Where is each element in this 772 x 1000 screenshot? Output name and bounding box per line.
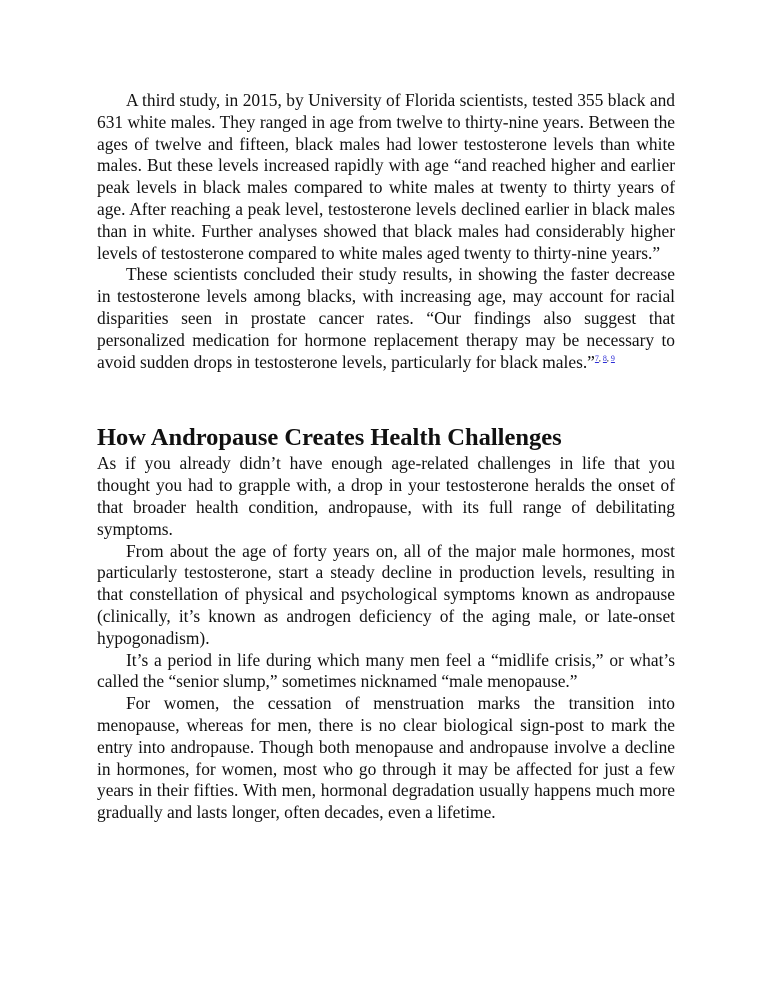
footnote-refs: 7, 8, 9 [594,353,615,363]
paragraph-midlife-crisis: It’s a period in life during which many men feel a “midlife crisis,” or what’s called the “senior slump,” sometimes nicknamed “male menopause.” [97,649,675,692]
section-heading: How Andropause Creates Health Challenges [97,424,562,452]
paragraph-menopause-comparison: For women, the cessation of menstruation marks the transition into menopause, whereas for men, there is no clear biological sign-post to mark the entry into andropause. Though both menopause and andropause involve a decline in hormones, for women, most who go through it may be affected for just a few years in their fifties. With men, hormonal degradation usually happens much more gradually and lasts longer, often decades, even a lifetime. [97,693,675,823]
paragraph-andropause-intro: As if you already didn’t have enough age-related challenges in life that you thought you had to grapple with, a drop in your testosterone heralds the onset of that broader health condition, andropause, with its full range of debilitating symptoms. [97,453,675,539]
footnote-link-7[interactable]: 7 [594,353,599,363]
paragraph-conclusion [97,264,675,373]
footnote-link-9[interactable]: 9 [610,353,615,363]
paragraph-conclusion-text: These scientists concluded their study results, in showing the faster decrease in testosterone levels among blacks, with increasing age, may account for racial disparities seen in prostate cancer rates. “Our findings also suggest that personalized medication for hormone replacement therapy may be necessary to avoid sudden drops in testosterone levels, particularly for black males.” [97,264,675,372]
paragraph-hormone-decline: From about the age of forty years on, all of the major male hormones, most particularly testosterone, start a steady decline in production levels, resulting in that constellation of physical and psychological symptoms known as andropause (clinically, it’s known as androgen deficiency of the aging male, or late-onset hypogonadism). [97,540,675,648]
footnote-link-8[interactable]: 8 [602,353,607,363]
document-page [97,90,675,824]
paragraph-third-study: A third study, in 2015, by University of Florida scientists, tested 355 black and 631 white males. They ranged in age from twelve to thirty-nine years. Between the ages of twelve and fifteen, black males had lower testosterone levels than white males. But these levels increased rapidly with age “and reached higher and earlier peak levels in black males compared to white males at twenty to thirty years of age. After reaching a peak level, testosterone levels declined earlier in black males than in white. Further analyses showed that black males had considerably higher levels of testosterone compared to white males aged twenty to thirty-nine years.” [97,90,675,263]
